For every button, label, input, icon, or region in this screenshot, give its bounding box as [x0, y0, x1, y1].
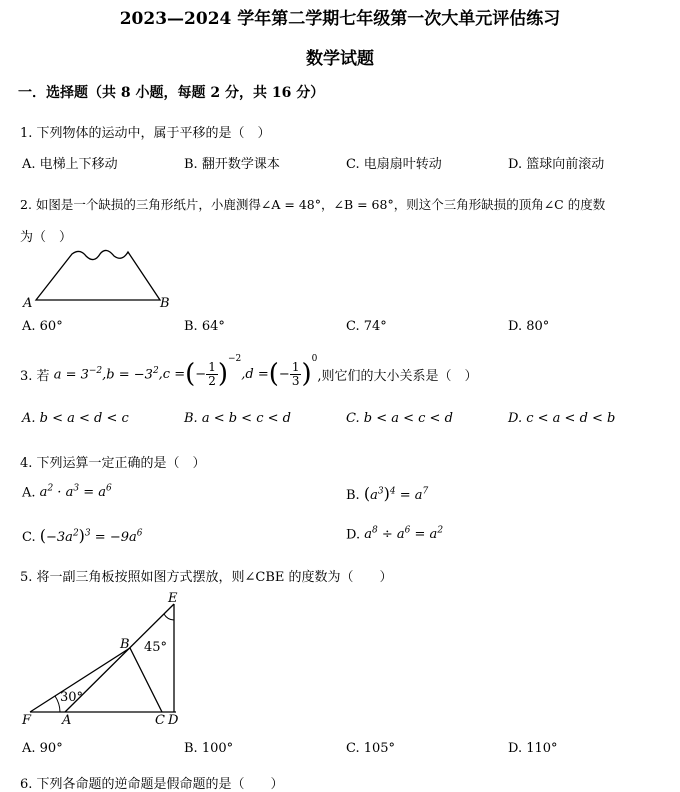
question-3-b-def: $,b = -3^2$ — [102, 365, 159, 383]
question-5-label-d: D — [168, 713, 179, 728]
question-3-c-open-paren: ( — [185, 359, 196, 389]
question-3-d-def: ,d = — [241, 366, 269, 382]
question-1-option-c: C. 电扇扇叶转动 — [346, 157, 442, 172]
question-3-option-b: B. a < b < c < d — [184, 411, 291, 426]
question-1-option-b: B. 翻开数学课本 — [184, 157, 280, 172]
question-3-option-a: A. b < a < d < c — [22, 411, 129, 426]
question-3-c-close-paren: ) — [217, 359, 228, 389]
question-1-option-a: A. 电梯上下移动 — [22, 157, 118, 172]
question-5-label-c: C — [155, 713, 165, 728]
question-2-stem-line2: 为（ ） — [20, 230, 73, 245]
question-4-option-a: A. $a^2 \cdot a^3 = a^6$ — [22, 484, 112, 501]
question-3-c-def: ,c = — [158, 366, 186, 382]
question-4-option-c: C. $(-3a^2)^3 = -9a^6$ — [22, 526, 143, 545]
question-2-option-d: D. 80° — [508, 319, 550, 334]
question-5-stem: 5. 将一副三角板按照如图方式摆放，则∠CBE 的度数为（ ） — [20, 570, 393, 585]
question-5-triangle-set-figure — [20, 592, 200, 722]
question-5-option-a: A. 90° — [22, 741, 63, 756]
question-3-c-fraction: $\frac{1}{2}$ — [208, 359, 216, 388]
question-2-damaged-triangle-figure — [22, 246, 182, 316]
question-6-stem: 6. 下列各命题的逆命题是假命题的是（ ） — [20, 777, 284, 792]
question-3-d-close-paren: ) — [301, 359, 312, 389]
question-4-option-b: B. $(a^3)^4 = a^7$ — [346, 484, 429, 503]
question-4-stem: 4. 下列运算一定正确的是（ ） — [20, 456, 206, 471]
question-3-d-fraction: $\frac{1}{3}$ — [291, 359, 300, 388]
question-2-label-b: B — [160, 296, 170, 311]
question-2-option-a: A. 60° — [22, 319, 63, 334]
question-3-option-c: C. b < a < c < d — [346, 411, 453, 426]
question-3-option-d: D. c < a < d < b — [508, 411, 616, 426]
question-1-stem: 1. 下列物体的运动中，属于平移的是（ ） — [20, 126, 271, 141]
question-5-label-45deg: 45° — [144, 640, 168, 655]
question-1-option-d: D. 篮球向前滚动 — [508, 157, 605, 172]
exam-subtitle: 数学试题 — [306, 49, 374, 69]
question-2-option-c: C. 74° — [346, 319, 387, 334]
question-5-option-d: D. 110° — [508, 741, 558, 756]
question-3-stem: 3. 若 $a = 3^{-2}$ $,b = -3^2$ ,c = ( − $\frac{1}{2}$ ) $^{-2}$ ,d = ( − $\frac{1}{3}$ ) $^0$ ,则它们的大小关系是（ ） — [20, 354, 478, 389]
question-5-option-b: B. 100° — [184, 741, 234, 756]
question-4-option-d: D. $a^8 \div a^6 = a^2$ — [346, 526, 444, 543]
question-5-option-c: C. 105° — [346, 741, 396, 756]
question-2-stem-line1: 2. 如图是一个缺损的三角形纸片，小鹿测得∠A = 48°，∠B = 68°，则这个三角形缺损的顶角∠C 的度数 — [20, 197, 606, 212]
question-5-label-a: A — [62, 713, 72, 728]
exam-title: 2023—2024 学年第二学期七年级第一次大单元评估练习 — [119, 9, 561, 29]
question-5-label-b: B — [120, 637, 130, 652]
question-3-d-open-paren: ( — [268, 359, 279, 389]
question-3-prefix: 3. 若 — [20, 368, 50, 384]
question-5-label-30deg: 30° — [60, 690, 84, 705]
question-2-label-a: A — [23, 296, 33, 311]
question-5-label-f: F — [22, 713, 32, 728]
question-5-label-e: E — [168, 591, 178, 606]
question-2-option-b: B. 64° — [184, 319, 225, 334]
question-3-suffix: ,则它们的大小关系是（ ） — [317, 368, 478, 384]
question-3-a-def: $a = 3^{-2}$ — [53, 365, 103, 383]
section-heading: 一．选择题（共 8 小题，每题 2 分，共 16 分） — [18, 85, 325, 101]
